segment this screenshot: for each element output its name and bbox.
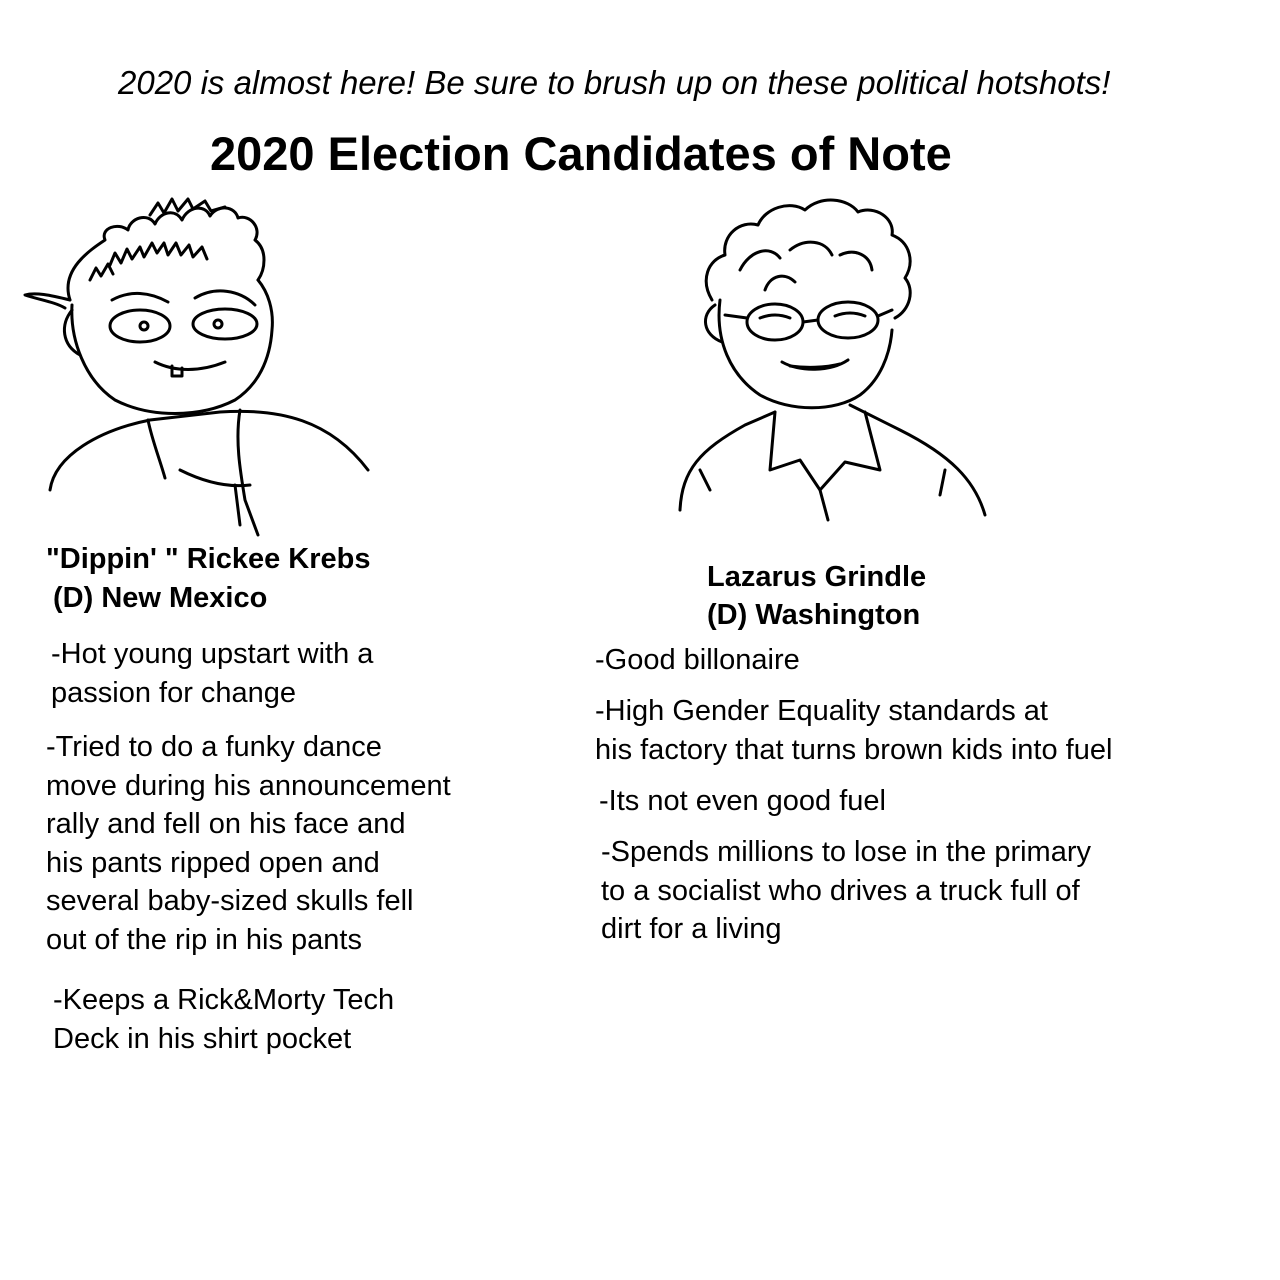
tagline: 2020 is almost here! Be sure to brush up on these political hotshots! [118, 64, 1111, 101]
candidate-1-name: "Dippin' " Rickee Krebs [46, 543, 371, 575]
candidate-2-bullet: -Its not even good fuel [599, 785, 886, 817]
candidate-2-party-state: (D) Washington [707, 599, 921, 631]
candidate-1-bullet: -Keeps a Rick&Morty Tech Deck in his shirt pocket [53, 984, 395, 1055]
page-title: 2020 Election Candidates of Note [210, 127, 952, 180]
candidate-1-party-state: (D) New Mexico [53, 582, 268, 614]
candidate-2-name: Lazarus Grindle [707, 561, 927, 593]
candidate-1-bullet: -Hot young upstart with a passion for change [51, 638, 374, 709]
candidate-2-bullet: -Good billonaire [595, 644, 800, 676]
candidate-2-bullet: -High Gender Equality standards at his factory that turns brown kids into fuel [595, 695, 1113, 766]
candidate-2-bullet: -Spends millions to lose in the primary to a socialist who drives a truck full of dirt for a living [601, 836, 1091, 945]
candidate-1-bullet: -Tried to do a funky dance move during his announcement rally and fell on his face and his pants ripped open and several baby-sized skulls fell out of the rip in his pants [46, 731, 451, 956]
